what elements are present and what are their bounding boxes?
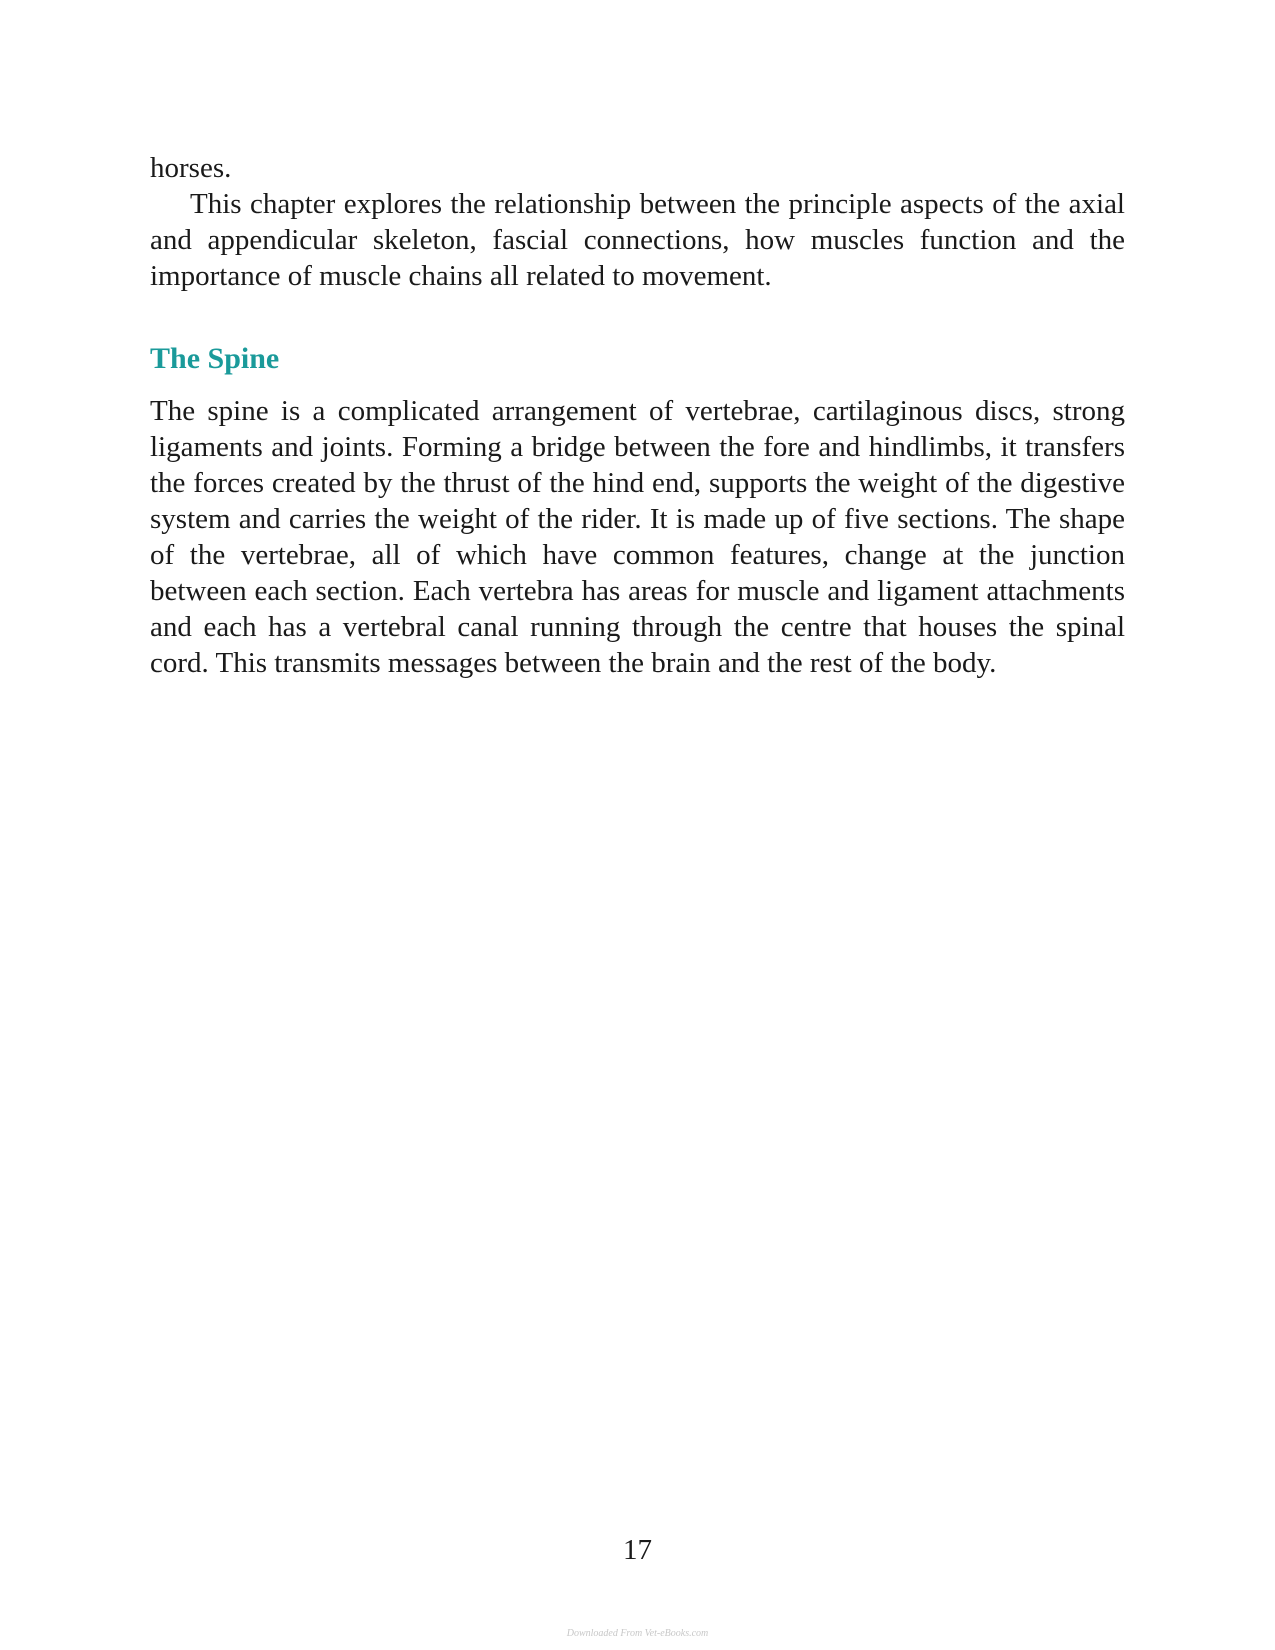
section-heading: The Spine bbox=[150, 342, 280, 375]
continuation-text: horses. bbox=[150, 152, 232, 184]
watermark-text: Downloaded From Vet-eBooks.com bbox=[566, 1628, 709, 1639]
spine-paragraph: The spine is a complicated arrangement of vertebrae, cartilaginous discs, strong ligaments and joints. Forming a bridge between the fore and hindlimbs, it transfers the forces created by the thrust of the hind end, supports the weight of the digestive system and carries the weight of the rider. It is made up of five sections. The shape of the vertebrae, all of which have common features, change at the junction between each section. Each vertebra has areas for muscle and ligament attachments and each has a vertebral canal running through the centre that houses the spinal cord. This transmits messages between the brain and the rest of the body. bbox=[150, 395, 1125, 679]
document-page bbox=[150, 0, 1125, 1650]
intro-paragraph: This chapter explores the relationship between the principle aspects of the axial and appendicular skeleton, fascial connections, how muscles function and the importance of muscle chains all related to movement. bbox=[150, 188, 1125, 292]
page-number: 17 bbox=[623, 1534, 652, 1566]
